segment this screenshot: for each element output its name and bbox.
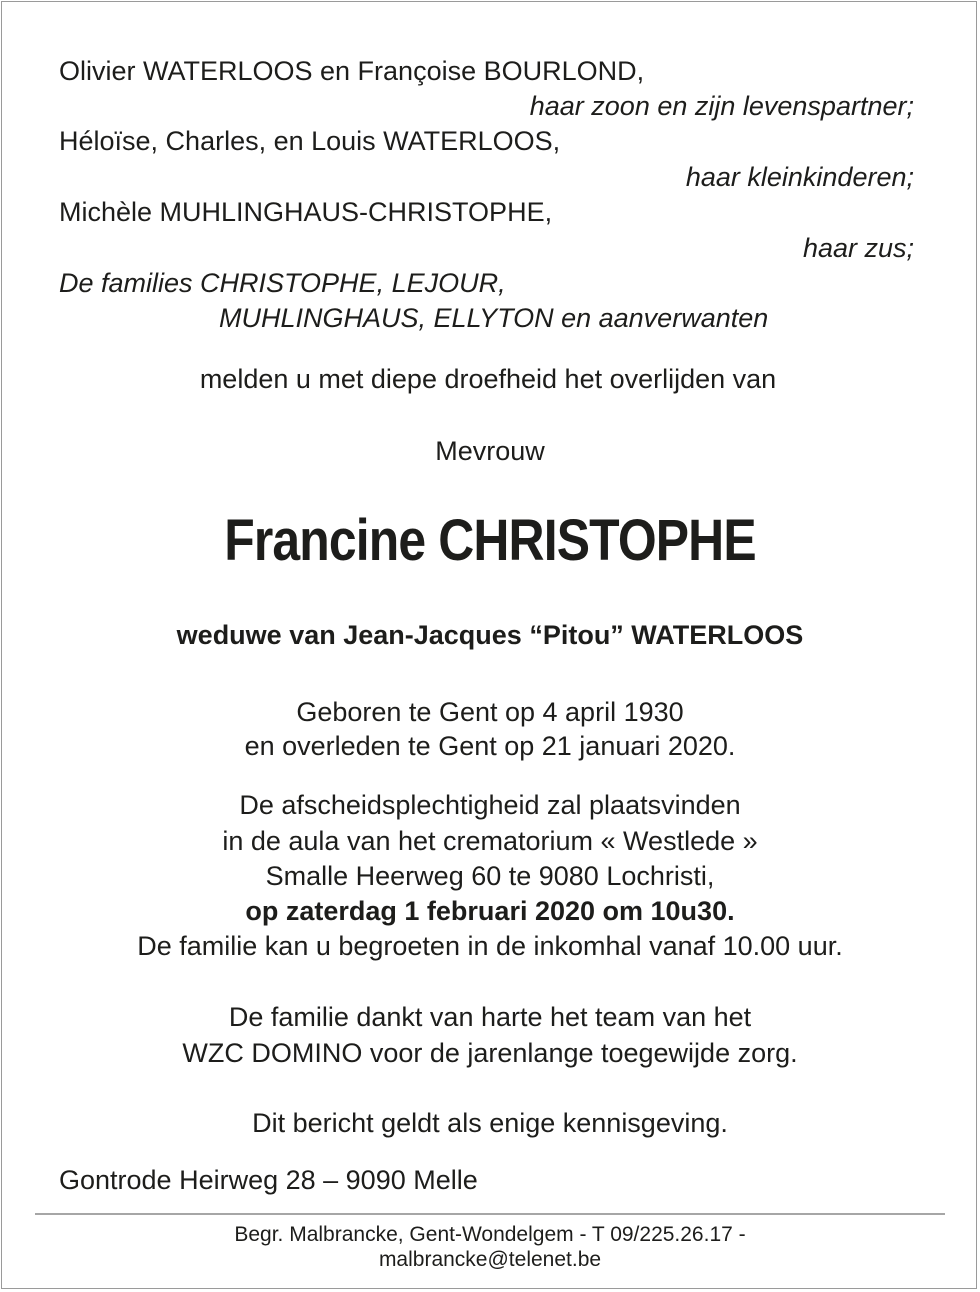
widow-of: weduwe van Jean-Jacques “Pitou” WATERLOOS: [176, 620, 804, 650]
thanks-line-1: De familie dankt van harte het team van het: [228, 1002, 752, 1032]
thanks-line-2: WZC DOMINO voor de jarenlange toegewijde zorg.: [182, 1038, 798, 1068]
funeral-home-info: Begr. Malbrancke, Gent-Wondelgem - T 09/225.26.17 -: [234, 1223, 746, 1246]
deceased-name: Francine CHRISTOPHE: [224, 508, 756, 573]
families-line-1: De families CHRISTOPHE, LEJOUR,: [59, 268, 506, 298]
death-info: en overleden te Gent op 21 januari 2020.: [244, 731, 736, 761]
family-son-role: haar zoon en zijn levenspartner;: [529, 91, 914, 121]
families-line-2: MUHLINGHAUS, ELLYTON en aanverwanten: [219, 303, 769, 333]
family-greeting: De familie kan u begroeten in de inkomhal vanaf 10.00 uur.: [137, 931, 843, 961]
ceremony-line-1: De afscheidsplechtigheid zal plaatsvinden: [239, 790, 741, 820]
family-sister-role: haar zus;: [802, 233, 914, 263]
ceremony-line-2: in de aula van het crematorium « Westlede »: [222, 826, 758, 856]
family-grandchildren-role: haar kleinkinderen;: [685, 162, 914, 192]
footer-divider: [35, 1213, 945, 1215]
family-grandchildren: Héloïse, Charles, en Louis WATERLOOS,: [59, 126, 561, 156]
notice-statement: Dit bericht geldt als enige kennisgeving.: [252, 1108, 728, 1138]
announcement: melden u met diepe droefheid het overlijden van: [199, 364, 777, 394]
family-sister: Michèle MUHLINGHAUS-CHRISTOPHE,: [59, 197, 553, 227]
ceremony-address: Smalle Heerweg 60 te 9080 Lochristi,: [265, 861, 715, 891]
family-son: Olivier WATERLOOS en Françoise BOURLOND,: [59, 56, 645, 86]
birth-info: Geboren te Gent op 4 april 1930: [296, 697, 684, 727]
family-address: Gontrode Heirweg 28 – 9090 Melle: [59, 1165, 478, 1195]
salutation: Mevrouw: [435, 436, 545, 466]
funeral-home-email[interactable]: malbrancke@telenet.be: [378, 1248, 602, 1271]
ceremony-date-time: op zaterdag 1 februari 2020 om 10u30.: [245, 896, 735, 926]
